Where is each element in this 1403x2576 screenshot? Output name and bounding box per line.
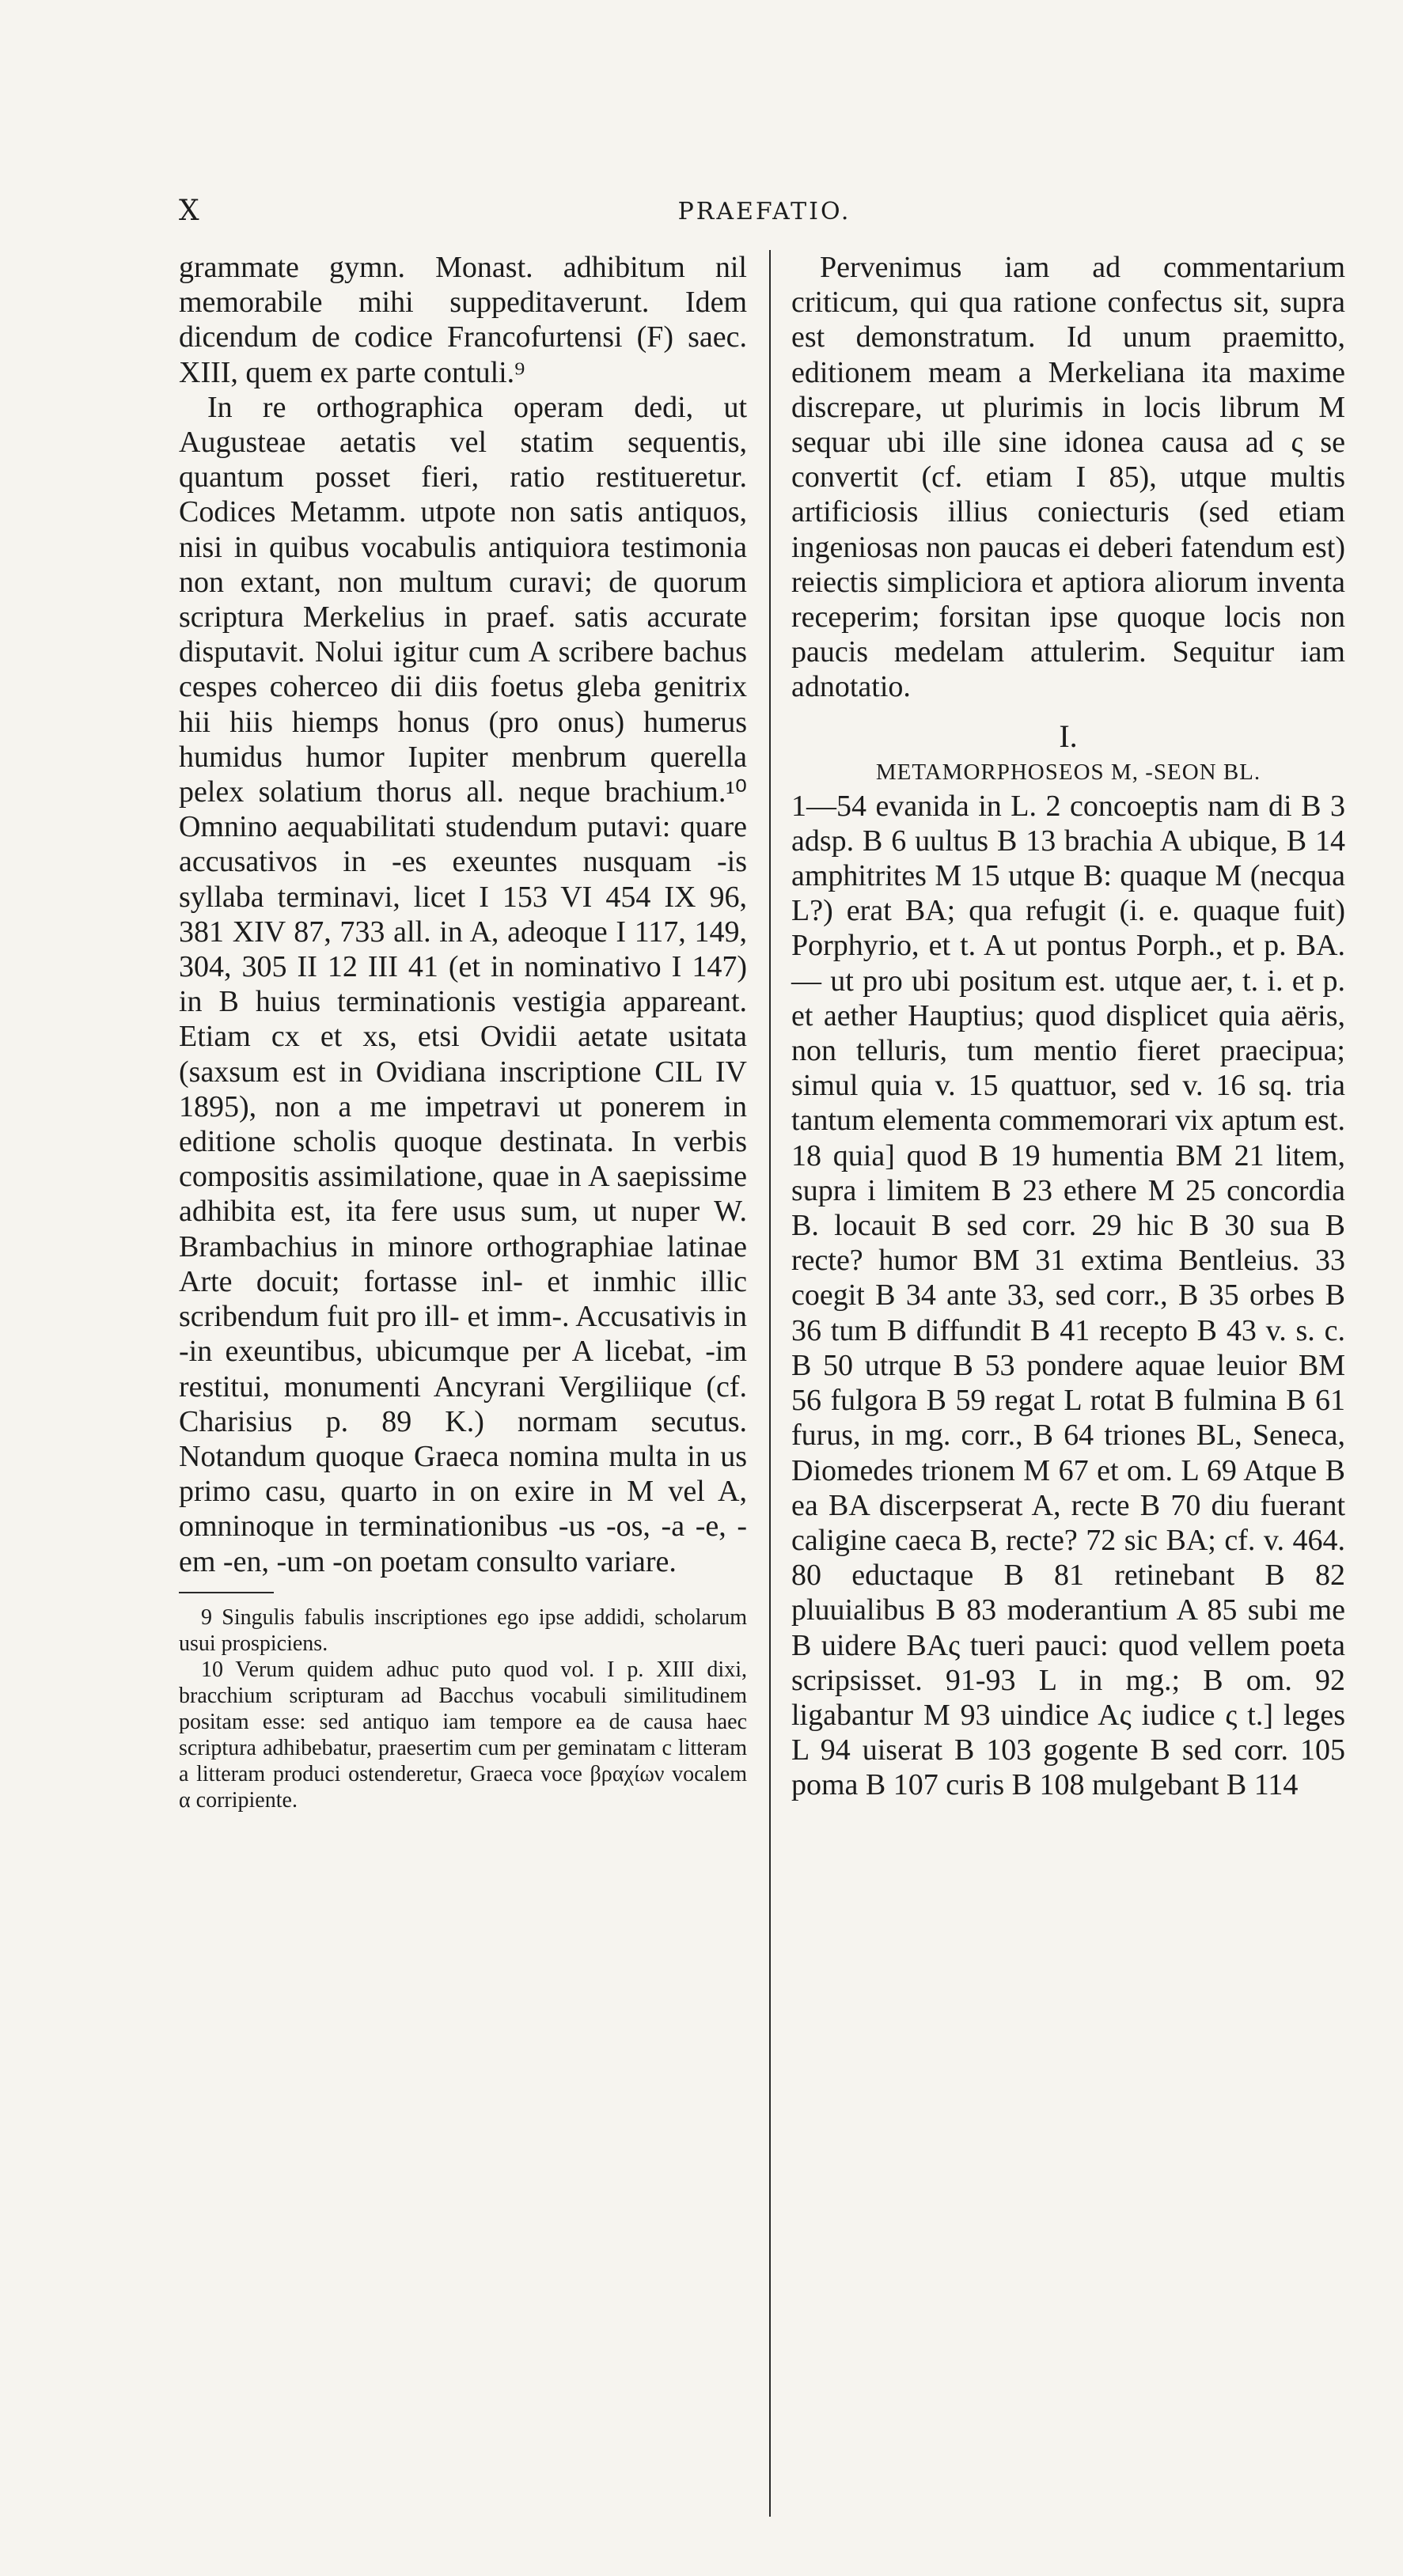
- left-column-text: [179, 250, 747, 1579]
- left-column: [179, 250, 747, 1813]
- section-numeral: I.: [1059, 718, 1078, 754]
- section-heading: METAMORPHOSEOS M, -SEON BL.: [875, 759, 1261, 785]
- footnote-rule: [179, 1592, 274, 1593]
- paragraph-orthographica: In re orthographica operam dedi, ut Augusteae aetatis vel statim sequentis, quantum posset fieri, ratio restitueretur. Codices Metamm. utpote non satis antiquos, nisi in quibus vocabulis antiquiora testimonia non extant, non multum curavi; de quorum scriptura Merkelius in praef. satis accurate disputavit. Nolui igitur cum A scribere bachus cespes coherceo dii diis foetus gleba genitrix hii hiis hiemps honus (pro onus) humerus humidus humor Iupiter menbrum querella pelex solatium thorus all. neque brachium.¹⁰ Omnino aequabilitati studendum putavi: quare accusativos in -es exeuntes nusquam -is syllaba terminavi, licet I 153 VI 454 IX 96, 381 XIV 87, 733 all. in A, adeoque I 117, 149, 304, 305 II 12 III 41 (et in nominativo I 147) in B huius terminationis vestigia appareant. Etiam cx et xs, etsi Ovidii aetate usitata (saxsum est in Ovidiana inscriptione CIL IV 1895), non a me impetravi ut ponerem in editione scholis quoque destinata. In verbis compositis assimilatione, quae in A saepissime adhibita est, ita fere usus sum, ut nuper W. Brambachius in minore orthographiae latinae Arte docuit; fortasse inl- et inmhic illic scribendum fuit pro ill- et imm-. Accusativis in -in exeuntibus, ubicumque per A licebat, -im restitui, monumenti Ancyrani Vergiliique (cf. Charisius p. 89 K.) normam secutus. Notandum quoque Graeca nomina multa in us primo casu, quarto in on exire in M vel A, omninoque in terminationibus -us -os, -a -e, -em -en, -um -on poetam consulto variare.: [179, 390, 747, 1578]
- footnote-10: 10 Verum quidem adhuc puto quod vol. I p. XIII dixi, bracchium scripturam ad Bacchus vocabuli similitudinem positam esse: sed antiquo iam tempore ea de causa haec scriptura adhibebatur, praesertim cum per geminatam c litteram a litteram produci ostenderetur, Graeca voce βραχίων vocalem α corripiente.: [179, 1657, 747, 1813]
- running-title: PRAEFATIO.: [677, 198, 851, 225]
- paragraph-commentarium: Pervenimus iam ad commentarium criticum, qui qua ratione confectus sit, supra est demonstratum. Id unum praemitto, editionem meam a Merkeliana ita maxime discrepare, ut plurimis in locis librum M sequar ubi ille sine idonea causa ad ς se convertit (cf. etiam I 85), utque multis artificiosis illius coniecturis (sed etiam ingeniosas non paucas ei deberi fatendum est) reiectis simpliciora et aptiora aliorum inventa receperim; forsitan ipse quoque locis non paucis medelam attulerim. Sequitur iam adnotatio.: [791, 251, 1345, 704]
- critical-apparatus: 1—54 evanida in L. 2 concoeptis nam di B 3 adsp. B 6 uultus B 13 brachia A ubique, B 14 amphitrites M 15 utque B: quaque M (necqua L?) erat BA; qua refugit (i. e. quaque fuit) Porphyrio, et t. A ut pontus Porph., et p. BA. — ut pro ubi positum est. utque aer, t. i. et p. et aether Hauptius; quod displicet quia aëris, non telluris, tum mentio fieret praecipua; simul quia v. 15 quattuor, sed v. 16 sq. tria tantum elementa commemorari vix aptum est. 18 quia] quod B 19 humentia BM 21 litem, supra i limitem B 23 ethere M 25 concordia B. locauit B sed corr. 29 hic B 30 sua B recte? humor BM 31 extima Bentleius. 33 coegit B 34 ante 33, sed corr., B 35 orbes B 36 tum B diffundit B 41 recepto B 43 v. s. c. B 50 utrque B 53 pondere aquae leuior BM 56 fulgora B 59 regat L rotat B fulmina B 61 furus, in mg. corr., B 64 triones BL, Seneca, Diomedes trionem M 67 et om. L 69 Atque B ea BA discerpserat A, recte B 70 diu fuerant caligine caeca B, recte? 72 sic BA; cf. v. 464. 80 eductaque B 81 retinebant B 82 pluuialibus B 83 moderantium A 85 subi me B uidere BAς tueri pauci: quod vellem poeta scripsisset. 91-93 L in mg.; B om. 92 ligabantur M 93 uindice Aς iudice ς t.] leges L 94 uiserat B 103 gogente B sed corr. 105 poma B 107 curis B 108 mulgebant B 114: [791, 789, 1345, 1802]
- footnote-9: 9 Singulis fabulis inscriptiones ego ipse addidi, scholarum usui prospiciens.: [179, 1604, 747, 1656]
- paragraph-codices: grammate gymn. Monast. adhibitum nil memorabile mihi suppeditaverunt. Idem dicendum de codice Francofurtensi (F) saec. XIII, quem ex parte contuli.⁹: [179, 251, 747, 389]
- column-divider: [769, 250, 771, 2517]
- right-column: [791, 250, 1345, 1803]
- folio-number: X: [179, 195, 201, 227]
- page-header: [179, 195, 1350, 242]
